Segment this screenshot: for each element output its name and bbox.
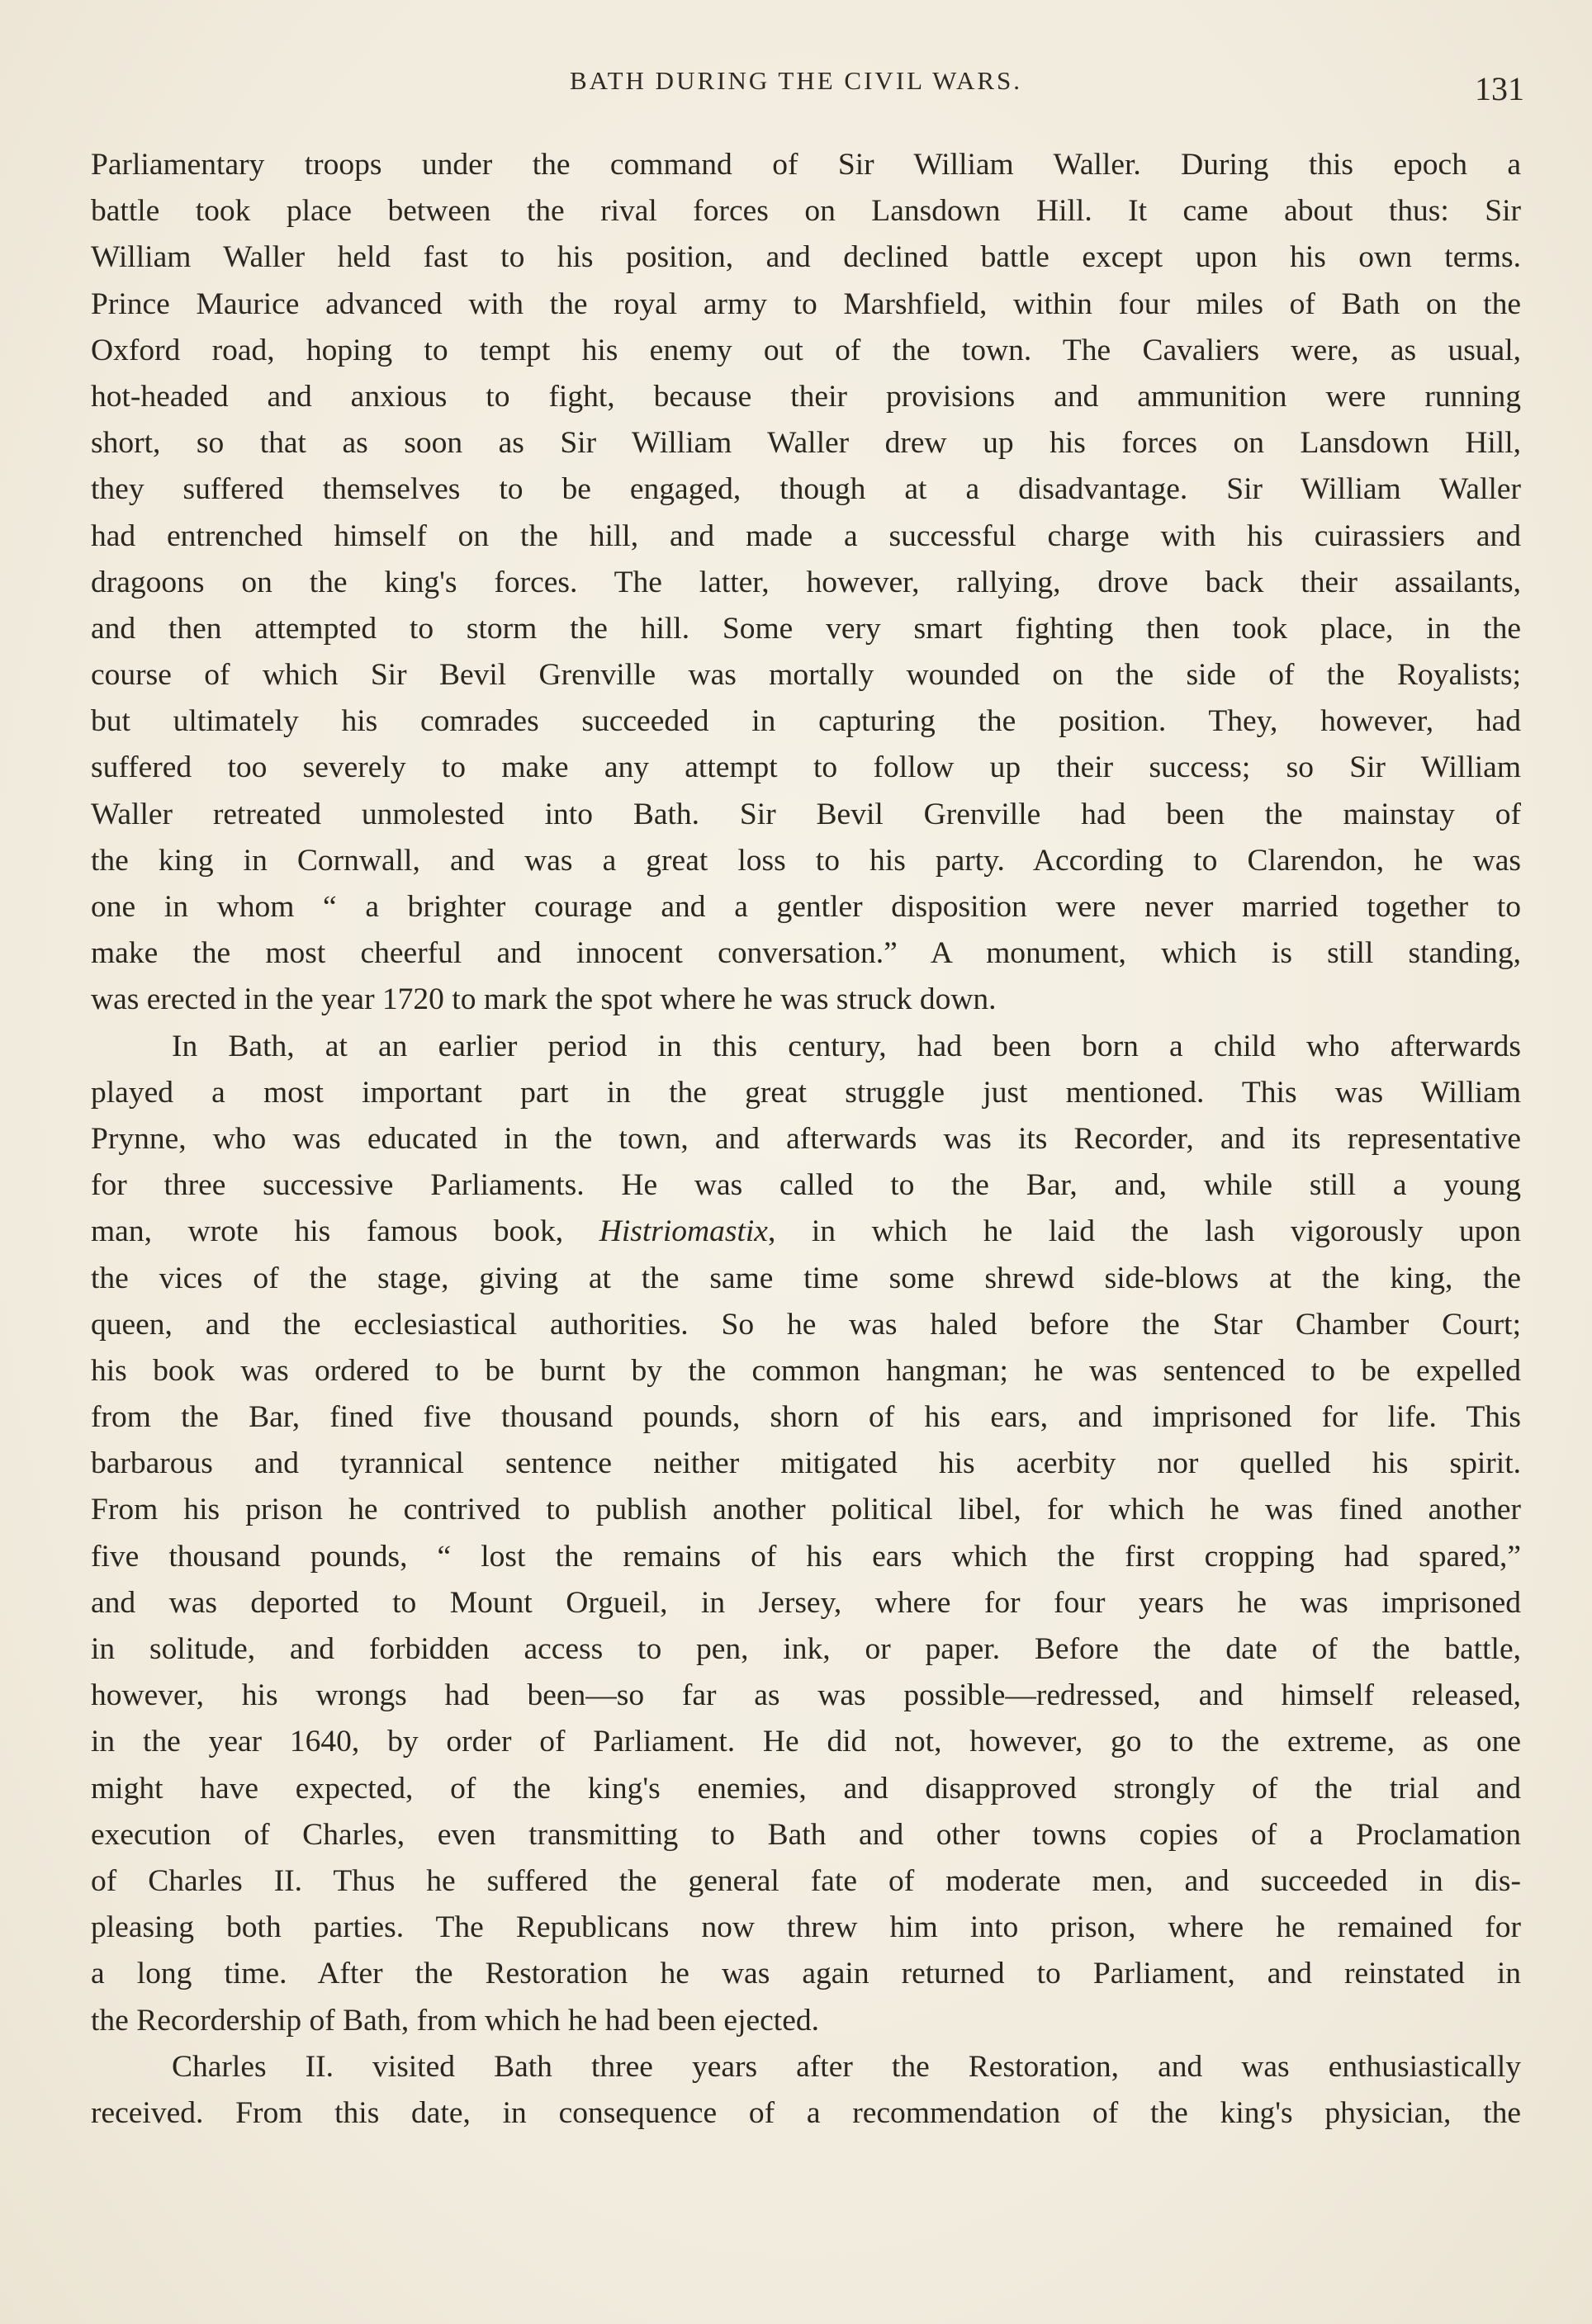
paragraph: [91, 1024, 1521, 2044]
text-line: five thousand pounds, “ lost the remains of his ears which the first cropping had spared,”: [91, 1539, 1521, 1574]
text-line: execution of Charles, even transmitting to Bath and other towns copies of a Proclamation: [91, 1817, 1521, 1852]
text-line: make the most cheerful and innocent conversation.” A monument, which is still standing,: [91, 936, 1521, 971]
text-line: suffered too severely to make any attempt to follow up their success; so Sir William: [91, 750, 1521, 785]
text-line: had entrenched himself on the hill, and made a successful charge with his cuirassiers and: [91, 518, 1521, 553]
text-line-with-title: man, wrote his famous book, Histriomastix, in which he laid the lash vigorously upon: [91, 1214, 1521, 1249]
text-line: and was deported to Mount Orgueil, in Jersey, where for four years he was imprisoned: [91, 1585, 1521, 1620]
text-line: and then attempted to storm the hill. Some very smart fighting then took place, in the: [91, 611, 1521, 646]
text-line: for three successive Parliaments. He was called to the Bar, and, while still a young: [91, 1168, 1521, 1203]
text-line: Oxford road, hoping to tempt his enemy out of the town. The Cavaliers were, as usual,: [91, 333, 1521, 367]
text-line: William Waller held fast to his position, and declined battle except upon his own terms.: [91, 240, 1521, 275]
text-line: In Bath, at an earlier period in this century, had been born a child who afterwards: [172, 1029, 1521, 1063]
text-line: of Charles II. Thus he suffered the general fate of moderate men, and succeeded in dis-: [91, 1863, 1521, 1898]
text-line: the Recordership of Bath, from which he had been ejected.: [91, 2003, 819, 2038]
text-line: Parliamentary troops under the command of Sir William Waller. During this epoch a: [91, 148, 1521, 182]
text-line: Waller retreated unmolested into Bath. Sir Bevil Grenville had been the mainstay of: [91, 797, 1521, 831]
page-number: 131: [1475, 70, 1524, 107]
text-line: might have expected, of the king's enemies, and disapproved strongly of the trial and: [91, 1771, 1521, 1806]
text-line: course of which Sir Bevil Grenville was mortally wounded on the side of the Royalists;: [91, 658, 1521, 693]
text-line: dragoons on the king's forces. The latter, however, rallying, drove back their assailants,: [91, 565, 1521, 599]
text-line: short, so that as soon as Sir William Waller drew up his forces on Lansdown Hill,: [91, 426, 1521, 461]
text-line: in the year 1640, by order of Parliament. He did not, however, go to the extreme, as one: [91, 1725, 1521, 1759]
text-line: received. From this date, in consequence of a recommendation of the king's physician, the: [91, 2095, 1521, 2130]
book-title: Histriomastix: [599, 1214, 768, 1249]
text-line: from the Bar, fined five thousand pounds, shorn of his ears, and imprisoned for life. This: [91, 1400, 1521, 1435]
text-line: hot-headed and anxious to fight, because their provisions and ammunition were running: [91, 379, 1521, 414]
text-line: From his prison he contrived to publish another political libel, for which he was fined another: [91, 1493, 1521, 1527]
text-line: pleasing both parties. The Republicans now threw him into prison, where he remained for: [91, 1910, 1521, 1945]
running-head: [0, 66, 1592, 107]
text-line: was erected in the year 1720 to mark the spot where he was struck down.: [91, 982, 997, 1017]
text-line: however, his wrongs had been—so far as was possible—redressed, and himself released,: [91, 1678, 1521, 1713]
body-text: [91, 142, 1521, 2137]
text-line: queen, and the ecclesiastical authorities. So he was haled before the Star Chamber Court;: [91, 1307, 1521, 1342]
text-line: his book was ordered to be burnt by the common hangman; he was sentenced to be expelled: [91, 1353, 1521, 1388]
text-line: the vices of the stage, giving at the same time some shrewd side-blows at the king, the: [91, 1261, 1521, 1295]
running-title: BATH DURING THE CIVIL WARS.: [569, 66, 1022, 95]
text-line: one in whom “ a brighter courage and a gentler disposition were never married together to: [91, 890, 1521, 924]
text-line: a long time. After the Restoration he was again returned to Parliament, and reinstated in: [91, 1957, 1521, 1991]
text-line: Prince Maurice advanced with the royal army to Marshfield, within four miles of Bath on the: [91, 286, 1521, 321]
text-line: but ultimately his comrades succeeded in capturing the position. They, however, had: [91, 704, 1521, 739]
text-line: Prynne, who was educated in the town, and afterwards was its Recorder, and its representative: [91, 1121, 1521, 1156]
text-line: played a most important part in the great struggle just mentioned. This was William: [91, 1075, 1521, 1110]
text-line: in solitude, and forbidden access to pen, ink, or paper. Before the date of the battle,: [91, 1632, 1521, 1666]
text-line: battle took place between the rival forces on Lansdown Hill. It came about thus: Sir: [91, 194, 1521, 229]
paragraph: [91, 142, 1521, 1024]
text-line: barbarous and tyrannical sentence neither mitigated his acerbity nor quelled his spirit.: [91, 1446, 1521, 1481]
text-line: they suffered themselves to be engaged, though at a disadvantage. Sir William Waller: [91, 472, 1521, 507]
text-line: the king in Cornwall, and was a great loss to his party. According to Clarendon, he was: [91, 843, 1521, 878]
paragraph: [91, 2044, 1521, 2137]
text-line: Charles II. visited Bath three years after the Restoration, and was enthusiastically: [172, 2049, 1521, 2084]
